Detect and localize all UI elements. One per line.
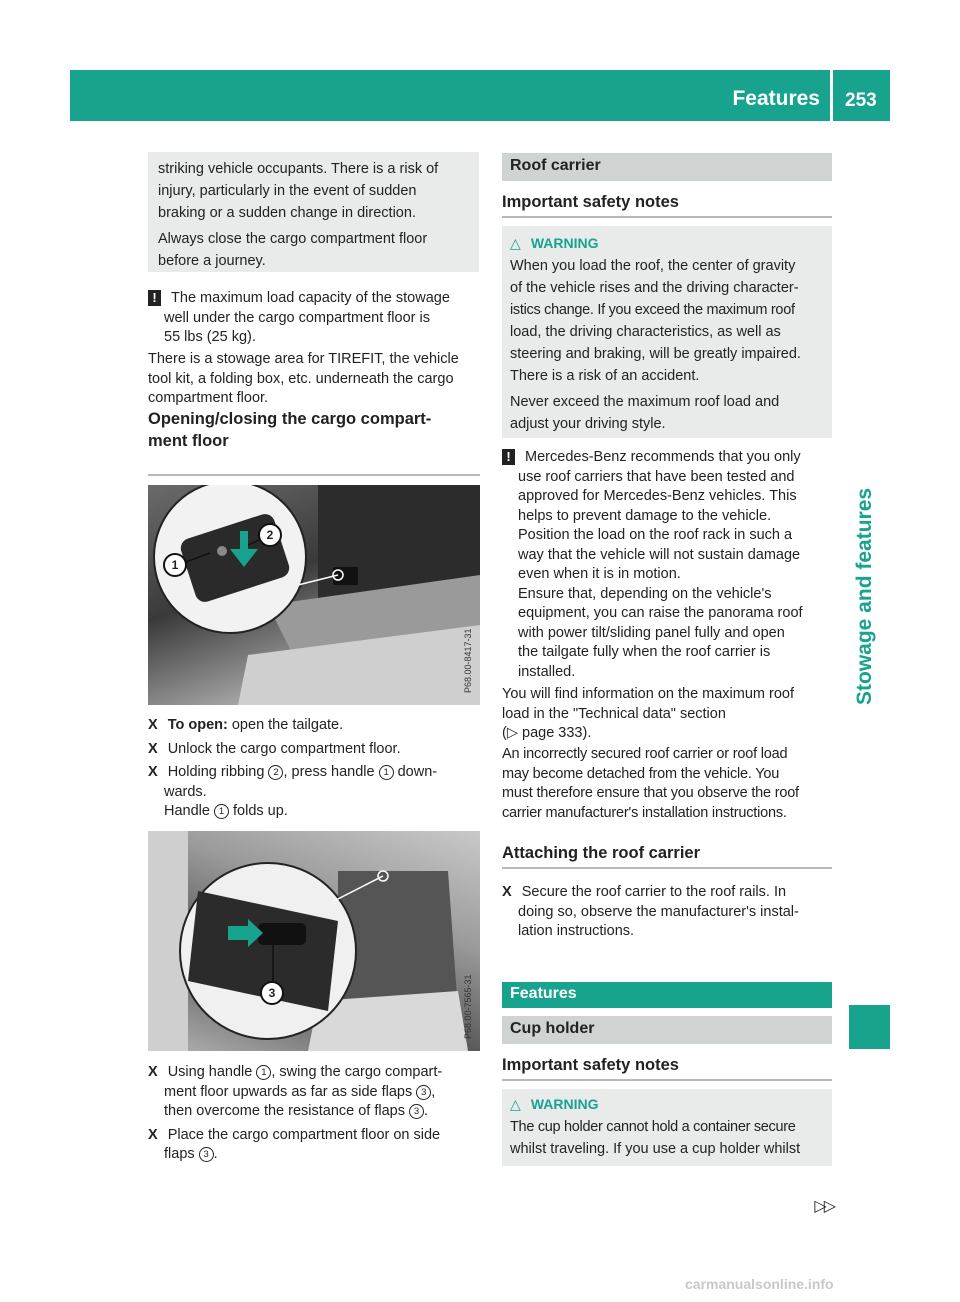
chapter-band-features: Features — [502, 982, 832, 1008]
step-arrow-icon: X — [148, 1064, 158, 1080]
callout-ref: 1 — [256, 1065, 271, 1080]
warning-line: braking or a sudden change in direction. — [158, 205, 416, 221]
step-arrow-icon: X — [148, 717, 158, 733]
callout-ref: 3 — [199, 1147, 214, 1162]
callout-3: 3 — [260, 981, 284, 1005]
warning-line: striking vehicle occupants. There is a risk of — [158, 161, 439, 177]
callout-ref: 3 — [416, 1085, 431, 1100]
warning-line: Always close the cargo compartment floor — [158, 231, 428, 247]
paragraph-max-roof-load: You will find information on the maximum roof load in the "Technical data" section (▷ page 333). — [502, 685, 834, 744]
callout-ref: 1 — [379, 765, 394, 780]
section-band-roof-carrier: Roof carrier — [502, 153, 832, 181]
continued-icon: ▷▷ — [814, 1198, 833, 1215]
heading-rule — [148, 474, 480, 476]
step-item: X Holding ribbing 2 , press handle 1 down- — [148, 764, 438, 780]
callout-2: 2 — [258, 523, 282, 547]
note-stowage-capacity: ! The maximum load capacity of the stowage well under the cargo compartment floor is 55 lbs (25 kg). — [148, 289, 483, 348]
section-band-cup-holder: Cup holder — [502, 1016, 832, 1044]
exclamation-icon: ! — [148, 290, 161, 306]
warning-box-cup-holder: △ WARNING The cup holder cannot hold a container secure whilst traveling. If you use a cup holder whilst — [502, 1089, 832, 1166]
step-secure-roof-carrier: X Secure the roof carrier to the roof rails. In doing so, observe the manufacturer's instal- lation instructions. — [502, 884, 799, 939]
paragraph-incorrectly-secured: An incorrectly secured roof carrier or roof load may become detached from the vehicle. You must therefore ensure that you observe the roof carrier manufacturer's installation instructions. — [502, 746, 799, 821]
step-item: X Place the cargo compartment floor on side — [148, 1126, 441, 1143]
watermark: carmanualsonline.info — [685, 1276, 834, 1292]
steps-swing-floor: X Using handle 1 , swing the cargo compart- ment floor upwards as far as side flaps 3 , then overcome the resistance of flaps 3 . X Place the cargo compartment floor on side flaps 3 . — [148, 1063, 483, 1165]
callout-1: 1 — [163, 553, 187, 577]
warning-line: before a journey. — [158, 253, 266, 269]
side-tab-label: Stowage and features — [853, 487, 876, 705]
cargo-floor-handle-photo — [148, 485, 480, 705]
step-item: X To open: open the tailgate. — [148, 717, 344, 733]
paragraph-stowage-area: There is a stowage area for TIREFIT, the vehicle tool kit, a folding box, etc. underneath the cargo compartment floor. — [148, 351, 459, 406]
page-number: 253 — [845, 90, 877, 111]
header-divider — [830, 70, 833, 121]
heading-important-safety-notes-cup: Important safety notes — [502, 1056, 679, 1074]
step-arrow-icon: X — [148, 764, 158, 780]
step-arrow-icon: X — [148, 740, 158, 757]
callout-ref: 2 — [268, 765, 283, 780]
callout-ref: 1 — [214, 804, 229, 819]
heading-rule — [502, 1079, 832, 1081]
heading-opening-closing: Opening/closing the cargo compart- ment floor — [148, 410, 432, 450]
page-reference-link[interactable]: (▷ page 333). — [502, 725, 592, 741]
heading-attaching-roof-carrier: Attaching the roof carrier — [502, 844, 701, 862]
exclamation-icon: ! — [502, 449, 515, 465]
heading-rule — [502, 216, 832, 218]
warning-box-continued — [148, 152, 479, 272]
warning-line: injury, particularly in the event of sudden — [158, 183, 417, 199]
step-item: X Using handle 1 , swing the cargo compart- — [148, 1064, 443, 1080]
step-item: X Unlock the cargo compartment floor. — [148, 740, 401, 757]
cargo-floor-flaps-photo — [148, 831, 480, 1051]
heading-rule — [502, 867, 832, 869]
note-roof-carriers: ! Mercedes-Benz recommends that you only use roof carriers that have been tested and approved for Mercedes-Benz vehicles. This helps to prevent damage to the vehicle. Position the load on the roof rack in such a way that the vehicle will not sustain damage even when it is in motion. Ensure that, depending on the vehicle's equipment, you can raise the panorama roof with power tilt/sliding panel fully and open the tailgate fully when the roof carrier is installed. — [502, 448, 834, 682]
warning-triangle-icon: △ — [510, 235, 521, 251]
heading-important-safety-notes: Important safety notes — [502, 193, 679, 211]
step-arrow-icon: X — [502, 884, 512, 900]
photo-code: P68.00-8417-31 — [463, 628, 473, 693]
side-tab-marker — [849, 1005, 890, 1049]
steps-open-floor: X To open: open the tailgate. X Unlock the cargo compartment floor. X Holding ribbing 2 , press handle 1 down- wards. Handle 1 folds up. — [148, 716, 483, 822]
section-title: Features — [732, 87, 820, 110]
warning-triangle-icon: △ — [510, 1096, 521, 1112]
warning-box-roof: △ WARNING When you load the roof, the center of gravity of the vehicle rises and the driving character- istics change. If you exceed the maximum roof load, the driving characteristics, as well as steering and braking, will be greatly impaired. There is a risk of an accident. Never exceed the maximum roof load and adjust your driving style. — [502, 226, 832, 438]
photo-code: P68.00-7565-31 — [463, 974, 473, 1039]
step-arrow-icon: X — [148, 1126, 158, 1143]
callout-ref: 3 — [409, 1104, 424, 1119]
